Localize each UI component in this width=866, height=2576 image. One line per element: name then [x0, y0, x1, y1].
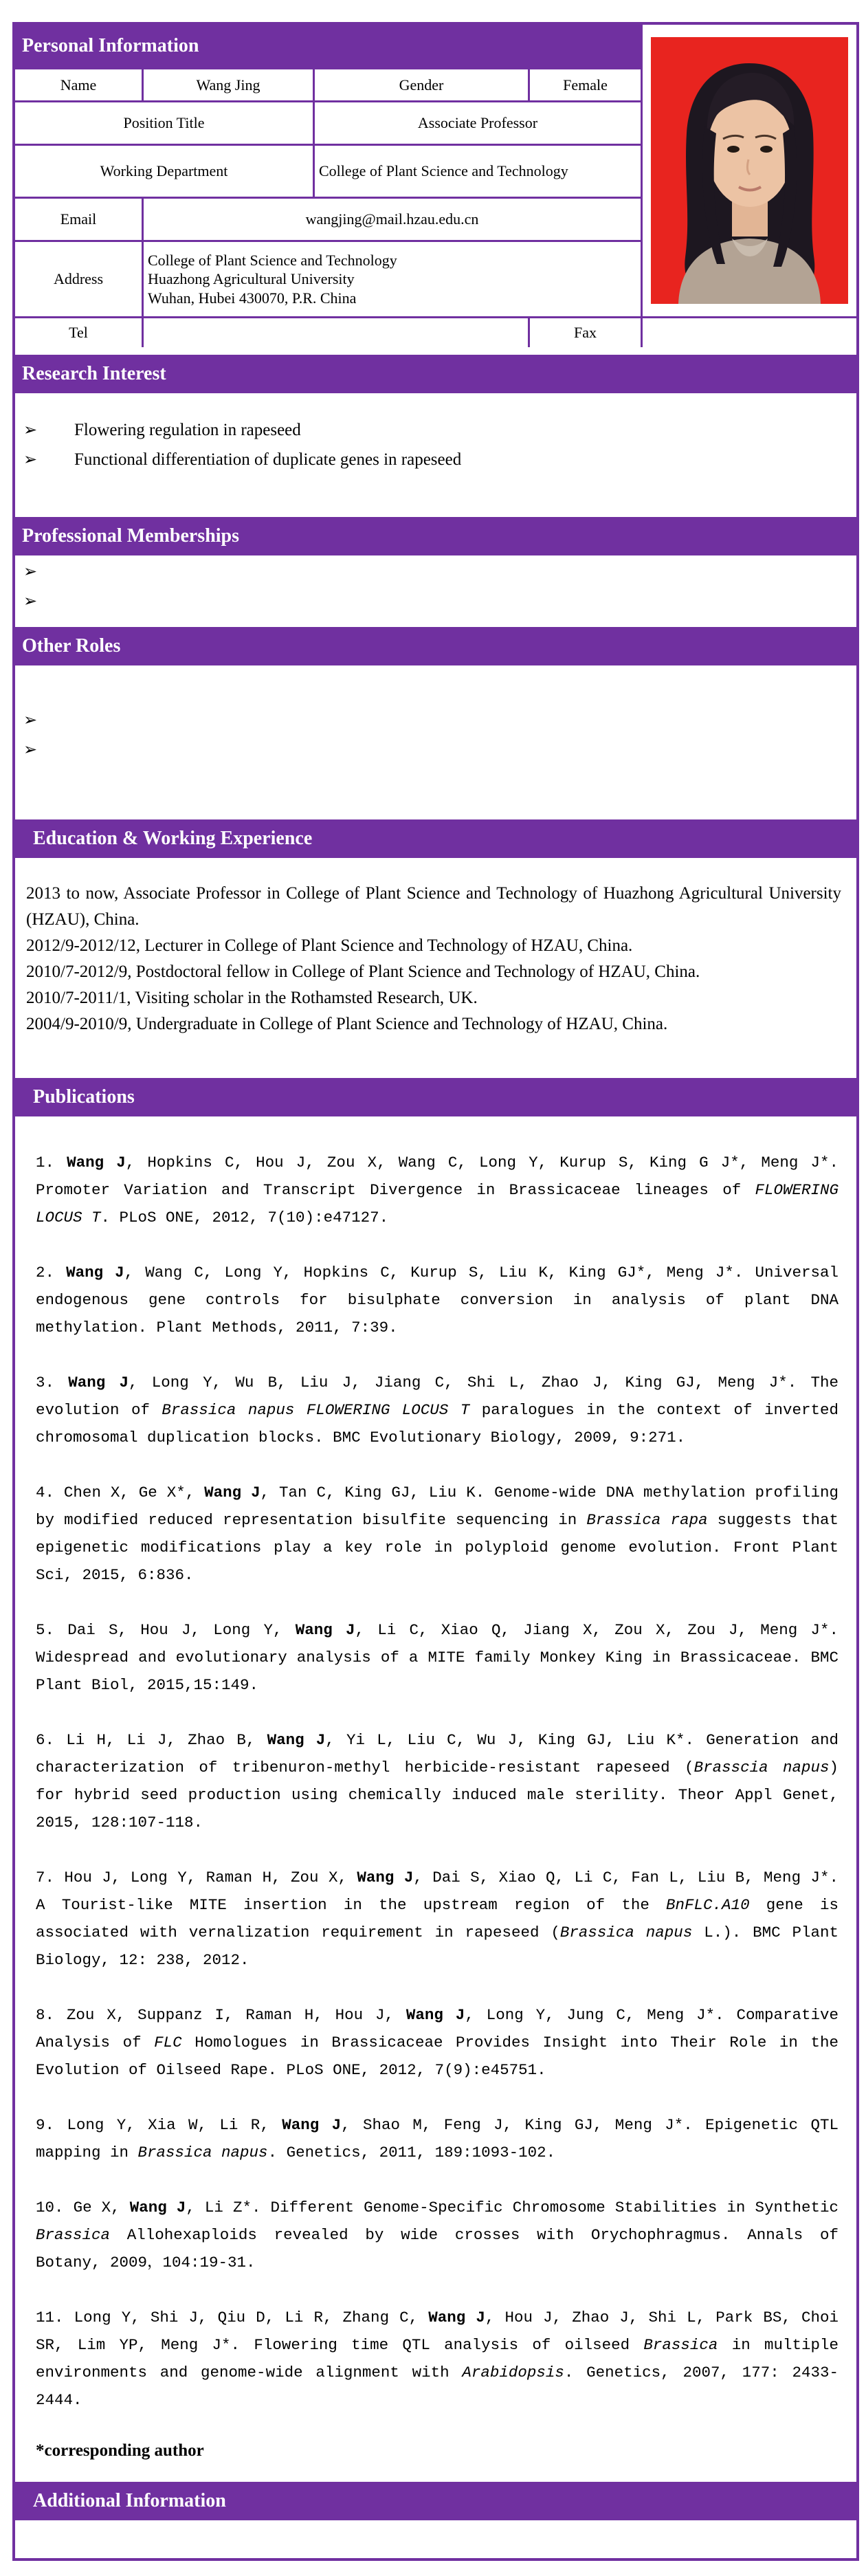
professional-memberships-content [15, 558, 856, 625]
section-header-publications [15, 1076, 856, 1119]
corresponding-author-note: *corresponding author [36, 2441, 204, 2460]
arrow-bullet-icon: ➢ [23, 593, 38, 610]
section-title: Research Interest [22, 363, 166, 384]
section-header-research-interest [15, 353, 856, 395]
publication-item: 7. Hou J, Long Y, Raman H, Zou X, Wang J, Dai S, Xiao Q, Li C, Fan L, Liu B, Meng J*. A Tourist-like MITE insertion in the upstream region of the BnFLC.A10 gene is associated with vernalization requirement in rapeseed (Brassica napus L.). BMC Plant Biology, 12: 238, 2012. [36, 1869, 839, 1969]
label-position-title: Position Title [15, 102, 313, 144]
section-title: Professional Memberships [22, 525, 240, 547]
bullet-item [23, 450, 850, 473]
bullet-text: Functional differentiation of duplicate genes in rapeseed [74, 450, 462, 469]
bullet-text: Flowering regulation in rapeseed [74, 421, 301, 439]
publication-item: 4. Chen X, Ge X*, Wang J, Tan C, King GJ, Liu K. Genome-wide DNA methylation profiling by modified reduced representation bisulfite sequencing in Brassica rapa suggests that epigenetic modifications play a key role in polyploid genome evolution. Front Plant Sci, 2015, 6:836. [36, 1484, 839, 1584]
bullet-item [23, 710, 850, 734]
arrow-bullet-icon: ➢ [23, 741, 38, 759]
publications-list [36, 1149, 839, 2414]
section-title: Other Roles [22, 635, 121, 657]
label-gender: Gender [315, 69, 528, 100]
value-gender: Female [530, 69, 641, 100]
value-working-department: College of Plant Science and Technology [315, 146, 641, 197]
value-fax [643, 318, 856, 347]
experience-line: 2010/7-2012/9, Postdoctoral fellow in College of Plant Science and Technology of HZAU, China. [26, 962, 700, 981]
arrow-bullet-icon: ➢ [23, 712, 38, 729]
section-header-additional-information [15, 2480, 856, 2522]
section-title: Publications [33, 1086, 135, 1108]
bullet-item [23, 420, 850, 443]
section-header-education-working-experience [15, 817, 856, 860]
section-header-other-roles [15, 625, 856, 668]
photo-cell [643, 25, 856, 316]
value-position-title: Associate Professor [315, 102, 641, 144]
publication-item: 11. Long Y, Shi J, Qiu D, Li R, Zhang C, Wang J, Hou J, Zhao J, Shi L, Park BS, Choi SR, Lim YP, Meng J*. Flowering time QTL analysis of oilseed Brassica in multiple environments and genome-wide alignment with Arabidopsis. Genetics, 2007, 177: 2433-2444. [36, 2309, 839, 2409]
additional-information-content [15, 2522, 856, 2558]
label-email: Email [15, 199, 142, 240]
section-header-professional-memberships [15, 515, 856, 558]
experience-line: 2004/9-2010/9, Undergraduate in College of Plant Science and Technology of HZAU, China. [26, 1015, 668, 1033]
other-roles-content [15, 668, 856, 817]
publication-item: 3. Wang J, Long Y, Wu B, Liu J, Jiang C, Shi L, Zhao J, King GJ, Meng J*. The evolution of Brassica napus FLOWERING LOCUS T paralogues in the context of inverted chromosomal duplication blocks. BMC Evolutionary Biology, 2009, 9:271. [36, 1374, 839, 1446]
profile-photo [651, 37, 848, 304]
experience-line: 2010/7-2011/1, Visiting scholar in the Rothamsted Research, UK. [26, 989, 478, 1007]
value-email: wangjing@mail.hzau.edu.cn [144, 199, 641, 240]
label-tel: Tel [15, 318, 142, 347]
section-title: Education & Working Experience [33, 828, 313, 849]
publication-item: 10. Ge X, Wang J, Li Z*. Different Genome-Specific Chromosome Stabilities in Synthetic Brassica Allohexaploids revealed by wide crosses with Orychophragmus. Annals of Botany, 2009，104:19-31. [36, 2199, 839, 2271]
label-working-department: Working Department [15, 146, 313, 197]
experience-line: 2012/9-2012/12, Lecturer in College of Plant Science and Technology of HZAU, China. [26, 936, 633, 955]
research-interest-content [15, 395, 856, 515]
publication-item: 2. Wang J, Wang C, Long Y, Hopkins C, Kurup S, Liu K, King GJ*, Meng J*. Universal endogenous gene controls for bisulphate conversion in analysis of plant DNA methylation. Plant Methods, 2011, 7:39. [36, 1264, 839, 1336]
bullet-item [23, 591, 850, 615]
right-eye [760, 146, 773, 153]
value-tel [144, 318, 528, 347]
bullet-item [23, 740, 850, 763]
publication-item: 6. Li H, Li J, Zhao B, Wang J, Yi L, Liu C, Wu J, King GJ, Liu K*. Generation and characterization of tribenuron-methyl herbicide-resistant rapeseed (Brasscia napus) for hybrid seed production using chemically induced male sterility. Theor Appl Genet, 2015, 128:107-118. [36, 1731, 839, 1831]
experience-line: 2013 to now, Associate Professor in College of Plant Science and Technology of Huazhong Agricultural University (HZAU), China. [26, 884, 841, 929]
arrow-bullet-icon: ➢ [23, 563, 38, 581]
section-title: Additional Information [33, 2490, 226, 2511]
section-header-personal-information [15, 25, 641, 67]
label-name: Name [15, 69, 142, 100]
bullet-item [23, 562, 850, 585]
personal-information-table [15, 25, 856, 347]
value-name: Wang Jing [144, 69, 313, 100]
publication-item: 9. Long Y, Xia W, Li R, Wang J, Shao M, Feng J, King GJ, Meng J*. Epigenetic QTL mapping in Brassica napus. Genetics, 2011, 189:1093-102. [36, 2116, 839, 2161]
education-content [15, 860, 856, 1066]
left-eye [727, 146, 740, 153]
profile-page [12, 22, 859, 2561]
publication-item: 8. Zou X, Suppanz I, Raman H, Hou J, Wang J, Long Y, Jung C, Meng J*. Comparative Analysis of FLC Homologues in Brassicaceae Provides Insight into Their Role in the Evolution of Oilseed Rape. PLoS ONE, 2012, 7(9):e45751. [36, 2006, 839, 2079]
section-title: Personal Information [22, 35, 199, 56]
publications-content [15, 1119, 856, 2474]
value-address: College of Plant Science and Technology Huazhong Agricultural University Wuhan, Hubei 430070, P.R. China [144, 242, 641, 316]
arrow-bullet-icon: ➢ [23, 451, 38, 469]
arrow-bullet-icon: ➢ [23, 421, 38, 439]
publication-item: 1. Wang J, Hopkins C, Hou J, Zou X, Wang C, Long Y, Kurup S, King G J*, Meng J*. Promoter Variation and Transcript Divergence in Brassicaceae lineages of FLOWERING LOCUS T. PLoS ONE, 2012, 7(10):e47127. [36, 1154, 839, 1226]
label-fax: Fax [530, 318, 641, 347]
publication-item: 5. Dai S, Hou J, Long Y, Wang J, Li C, Xiao Q, Jiang X, Zou X, Zou J, Meng J*. Widespread and evolutionary analysis of a MITE family Monkey King in Brassicaceae. BMC Plant Biol, 2015,15:149. [36, 1621, 839, 1694]
label-address: Address [15, 242, 142, 316]
